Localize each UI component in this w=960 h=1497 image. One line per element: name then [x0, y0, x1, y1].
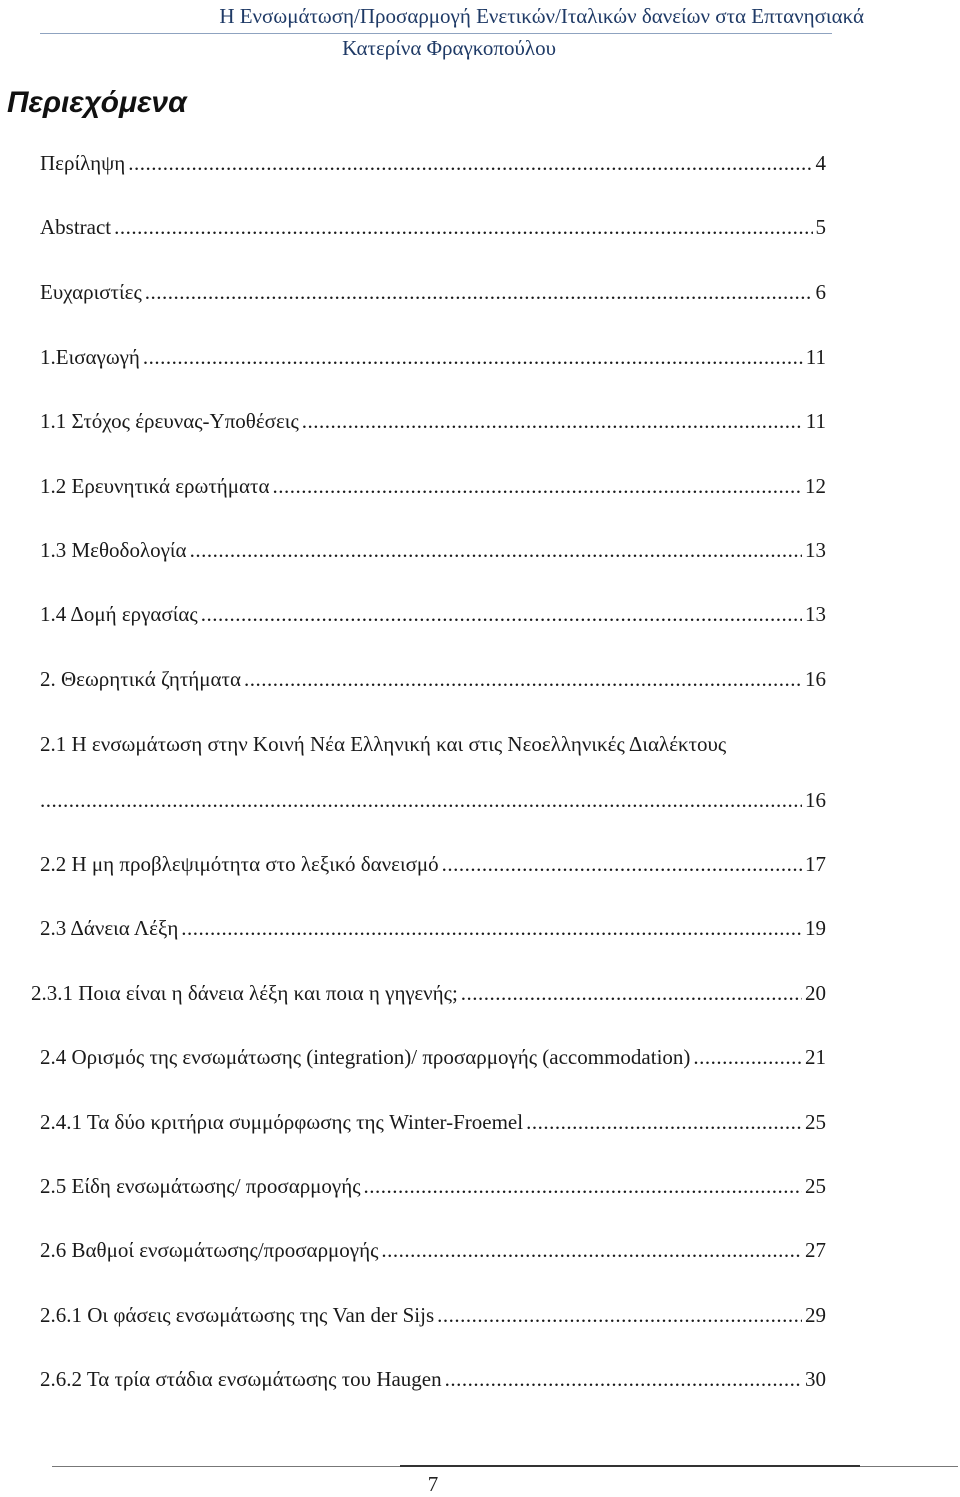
dot-leader	[302, 405, 803, 437]
toc-entry-label: 2.4.1 Τα δύο κριτήρια συμμόρφωσης της Winter-Froemel	[40, 1110, 524, 1134]
toc-entry-page: 13	[805, 538, 826, 562]
dot-leader	[143, 341, 803, 373]
header-author: Κατερίνα Φραγκοπούλου	[342, 36, 556, 60]
dot-leader	[128, 147, 812, 179]
toc-entry-continuation[interactable]	[40, 784, 826, 816]
toc-entry-page: 12	[805, 474, 826, 498]
toc-entry[interactable]	[40, 1363, 826, 1395]
toc-entry-page: 29	[805, 1303, 826, 1327]
page-number: 7	[427, 1472, 439, 1496]
dot-leader	[190, 534, 802, 566]
toc-entry[interactable]	[40, 341, 826, 373]
dot-leader	[445, 1363, 802, 1395]
toc-entry[interactable]	[40, 211, 826, 243]
toc-entry-page: 4	[815, 151, 826, 175]
footer-rule-accent	[400, 1465, 860, 1467]
toc-entry[interactable]	[40, 276, 826, 308]
toc-entry[interactable]	[40, 147, 826, 179]
toc-entry-label: 1.Εισαγωγή	[40, 345, 140, 369]
toc-entry[interactable]	[40, 912, 826, 944]
toc-entry-page: 13	[805, 602, 826, 626]
toc-entry-label: 2.5 Είδη ενσωμάτωσης/ προσαρμογής	[40, 1174, 361, 1198]
toc-entry-label: 2.2 Η μη προβλεψιμότητα στο λεξικό δανεισμό	[40, 852, 439, 876]
toc-entry-page: 11	[805, 345, 826, 369]
toc-entry-page: 20	[805, 981, 826, 1005]
toc-entry-page: 25	[805, 1174, 826, 1198]
toc-entry-label: 1.3 Μεθοδολογία	[40, 538, 187, 562]
toc-entry[interactable]	[40, 1106, 826, 1138]
dot-leader	[442, 848, 802, 880]
dot-leader	[40, 784, 802, 816]
dot-leader	[437, 1299, 802, 1331]
toc-entry-label: 2.4 Ορισμός της ενσωμάτωσης (integration)/ προσαρμογής (accommodation)	[40, 1045, 691, 1069]
toc-entry-label: 2.6 Βαθμοί ενσωμάτωσης/προσαρμογής	[40, 1238, 379, 1262]
toc-entry-label: Ευχαριστίες	[40, 280, 142, 304]
toc-entry[interactable]	[40, 470, 826, 502]
toc-entry-page: 5	[815, 215, 826, 239]
toc-entry-label: 1.4 Δομή εργασίας	[40, 602, 198, 626]
toc-entry-page: 16	[805, 788, 826, 812]
toc-entry-wrapped[interactable]	[40, 728, 826, 760]
toc-entry[interactable]	[40, 663, 826, 695]
toc-entry-label: Περίληψη	[40, 151, 126, 175]
toc-entry[interactable]	[40, 1299, 826, 1331]
toc-entry[interactable]	[40, 1041, 826, 1073]
dot-leader	[526, 1106, 802, 1138]
dot-leader	[114, 211, 812, 243]
toc-entry[interactable]	[40, 405, 826, 437]
toc-heading: Περιεχόμενα	[7, 86, 187, 119]
toc-entry-page: 21	[805, 1045, 826, 1069]
toc-entry-page: 30	[805, 1367, 826, 1391]
dot-leader	[364, 1170, 802, 1202]
dot-leader	[181, 912, 802, 944]
toc-entry-label: 2.3.1 Ποια είναι η δάνεια λέξη και ποια η γηγενής;	[31, 981, 458, 1005]
toc-entry-label: Abstract	[40, 215, 112, 239]
toc-entry[interactable]	[40, 534, 826, 566]
toc-entry-label: 2. Θεωρητικά ζητήματα	[40, 667, 241, 691]
toc-entry-page: 17	[805, 852, 826, 876]
toc-entry-label: 2.6.1 Οι φάσεις ενσωμάτωσης της Van der Sijs	[40, 1303, 435, 1327]
toc-entry-label: 2.3 Δάνεια Λέξη	[40, 916, 179, 940]
dot-leader	[145, 276, 813, 308]
toc-entry-page: 19	[805, 916, 826, 940]
toc-entry[interactable]	[40, 598, 826, 630]
toc-entry[interactable]	[40, 848, 826, 880]
dot-leader	[693, 1041, 802, 1073]
dot-leader	[201, 598, 802, 630]
toc-entry-page: 6	[815, 280, 826, 304]
toc-entry-label: 2.6.2 Τα τρία στάδια ενσωμάτωσης του Haugen	[40, 1367, 442, 1391]
toc-entry-page: 16	[805, 667, 826, 691]
dot-leader	[244, 663, 802, 695]
header-title: Η Ενσωμάτωση/Προσαρμογή Ενετικών/Ιταλικών δανείων στα Επτανησιακά	[219, 4, 864, 28]
toc-entry-page: 25	[805, 1110, 826, 1134]
toc-entry-label: 2.1 Η ενσωμάτωση στην Κοινή Νέα Ελληνική και στις Νεοελληνικές Διαλέκτους	[40, 732, 727, 756]
dot-leader	[461, 977, 802, 1009]
toc-entry[interactable]	[40, 1234, 826, 1266]
toc-entry-label: 1.2 Ερευνητικά ερωτήματα	[40, 474, 270, 498]
toc-entry-page: 27	[805, 1238, 826, 1262]
dot-leader	[381, 1234, 802, 1266]
toc-entry[interactable]	[40, 1170, 826, 1202]
dot-leader	[272, 470, 802, 502]
toc-entry-label: 1.1 Στόχος έρευνας-Υποθέσεις	[40, 409, 299, 433]
toc-entry-page: 11	[805, 409, 826, 433]
toc-entry[interactable]	[31, 977, 826, 1009]
